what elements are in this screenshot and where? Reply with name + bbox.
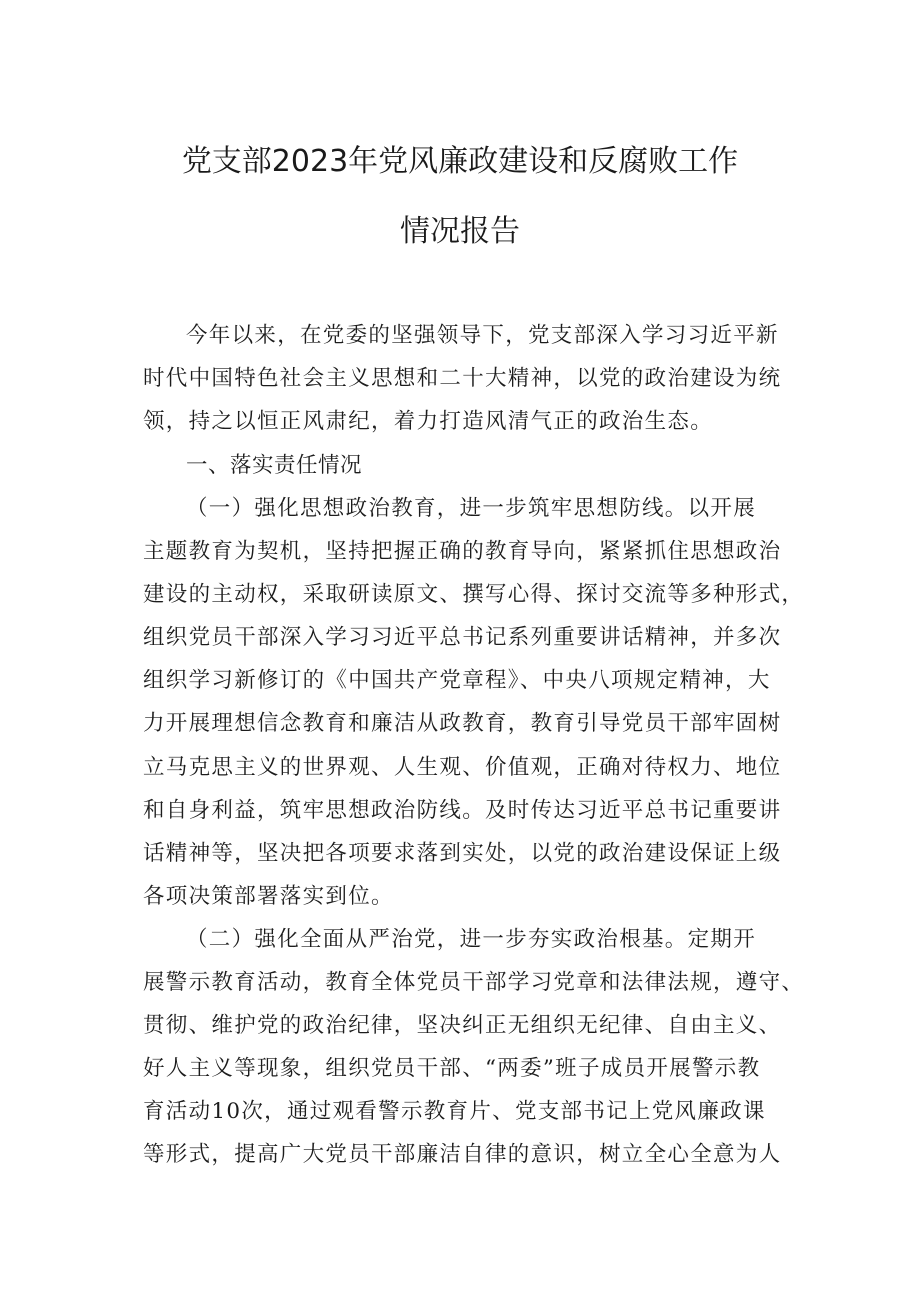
- text-line: 组织学习新修订的《中国共产党章程》、中央八项规定精神，大: [143, 668, 771, 694]
- text-line: 今年以来，在党委的坚强领导下，党支部深入学习习近平新: [186, 323, 779, 348]
- text-line: 领，持之以恒正风肃纪，着力打造风清气正的政治生态。: [143, 409, 714, 435]
- text-line: 等形式，提高广大党员干部廉洁自律的意识，树立全心全意为人: [143, 1142, 782, 1168]
- text-line: （一）强化思想政治教育，进一步筑牢思想防线。以开展: [186, 496, 757, 521]
- paragraph-strict-governance: [143, 918, 805, 1177]
- section-heading: 一、落实责任情况: [186, 453, 363, 478]
- text-line: 和自身利益，筑牢思想政治防线。及时传达习近平总书记重要讲: [143, 797, 782, 823]
- document-title-line-1: 党支部2023年党风廉政建设和反腐败工作: [181, 144, 739, 179]
- text-line: 主题教育为契机，坚持把握正确的教育导向，紧紧抓住思想政治: [143, 539, 782, 565]
- text-line: 展警示教育活动，教育全体党员干部学习党章和法律法规，遵守、: [143, 970, 805, 996]
- text-line: 育活动10次，通过观看警示教育片、党支部书记上党风廉政课: [143, 1099, 766, 1125]
- intro-paragraph: [143, 314, 783, 443]
- text-line: 贯彻、维护党的政治纪律，坚决纠正无组织无纪律、自由主义、: [143, 1013, 782, 1039]
- text-line: 组织党员干部深入学习习近平总书记系列重要讲话精神，并多次: [143, 625, 782, 651]
- text-line: 时代中国特色社会主义思想和二十大精神，以党的政治建设为统: [143, 366, 782, 392]
- text-line: 各项决策部署落实到位。: [143, 883, 394, 909]
- paragraph-ideological-education: [143, 487, 805, 918]
- text-line: （二）强化全面从严治党，进一步夯实政治根基。定期开: [186, 927, 757, 952]
- text-line: 话精神等，坚决把各项要求落到实处，以党的政治建设保证上级: [143, 840, 782, 866]
- text-line: 立马克思主义的世界观、人生观、价值观，正确对待权力、地位: [143, 754, 782, 780]
- document-title-line-2: 情况报告: [400, 214, 520, 249]
- text-line: 力开展理想信念教育和廉洁从政教育，教育引导党员干部牢固树: [143, 711, 782, 737]
- text-line: 建设的主动权，采取研读原文、撰写心得、探讨交流等多种形式，: [143, 582, 805, 608]
- text-line: 好人主义等现象，组织党员干部、“两委”班子成员开展警示教: [143, 1056, 761, 1082]
